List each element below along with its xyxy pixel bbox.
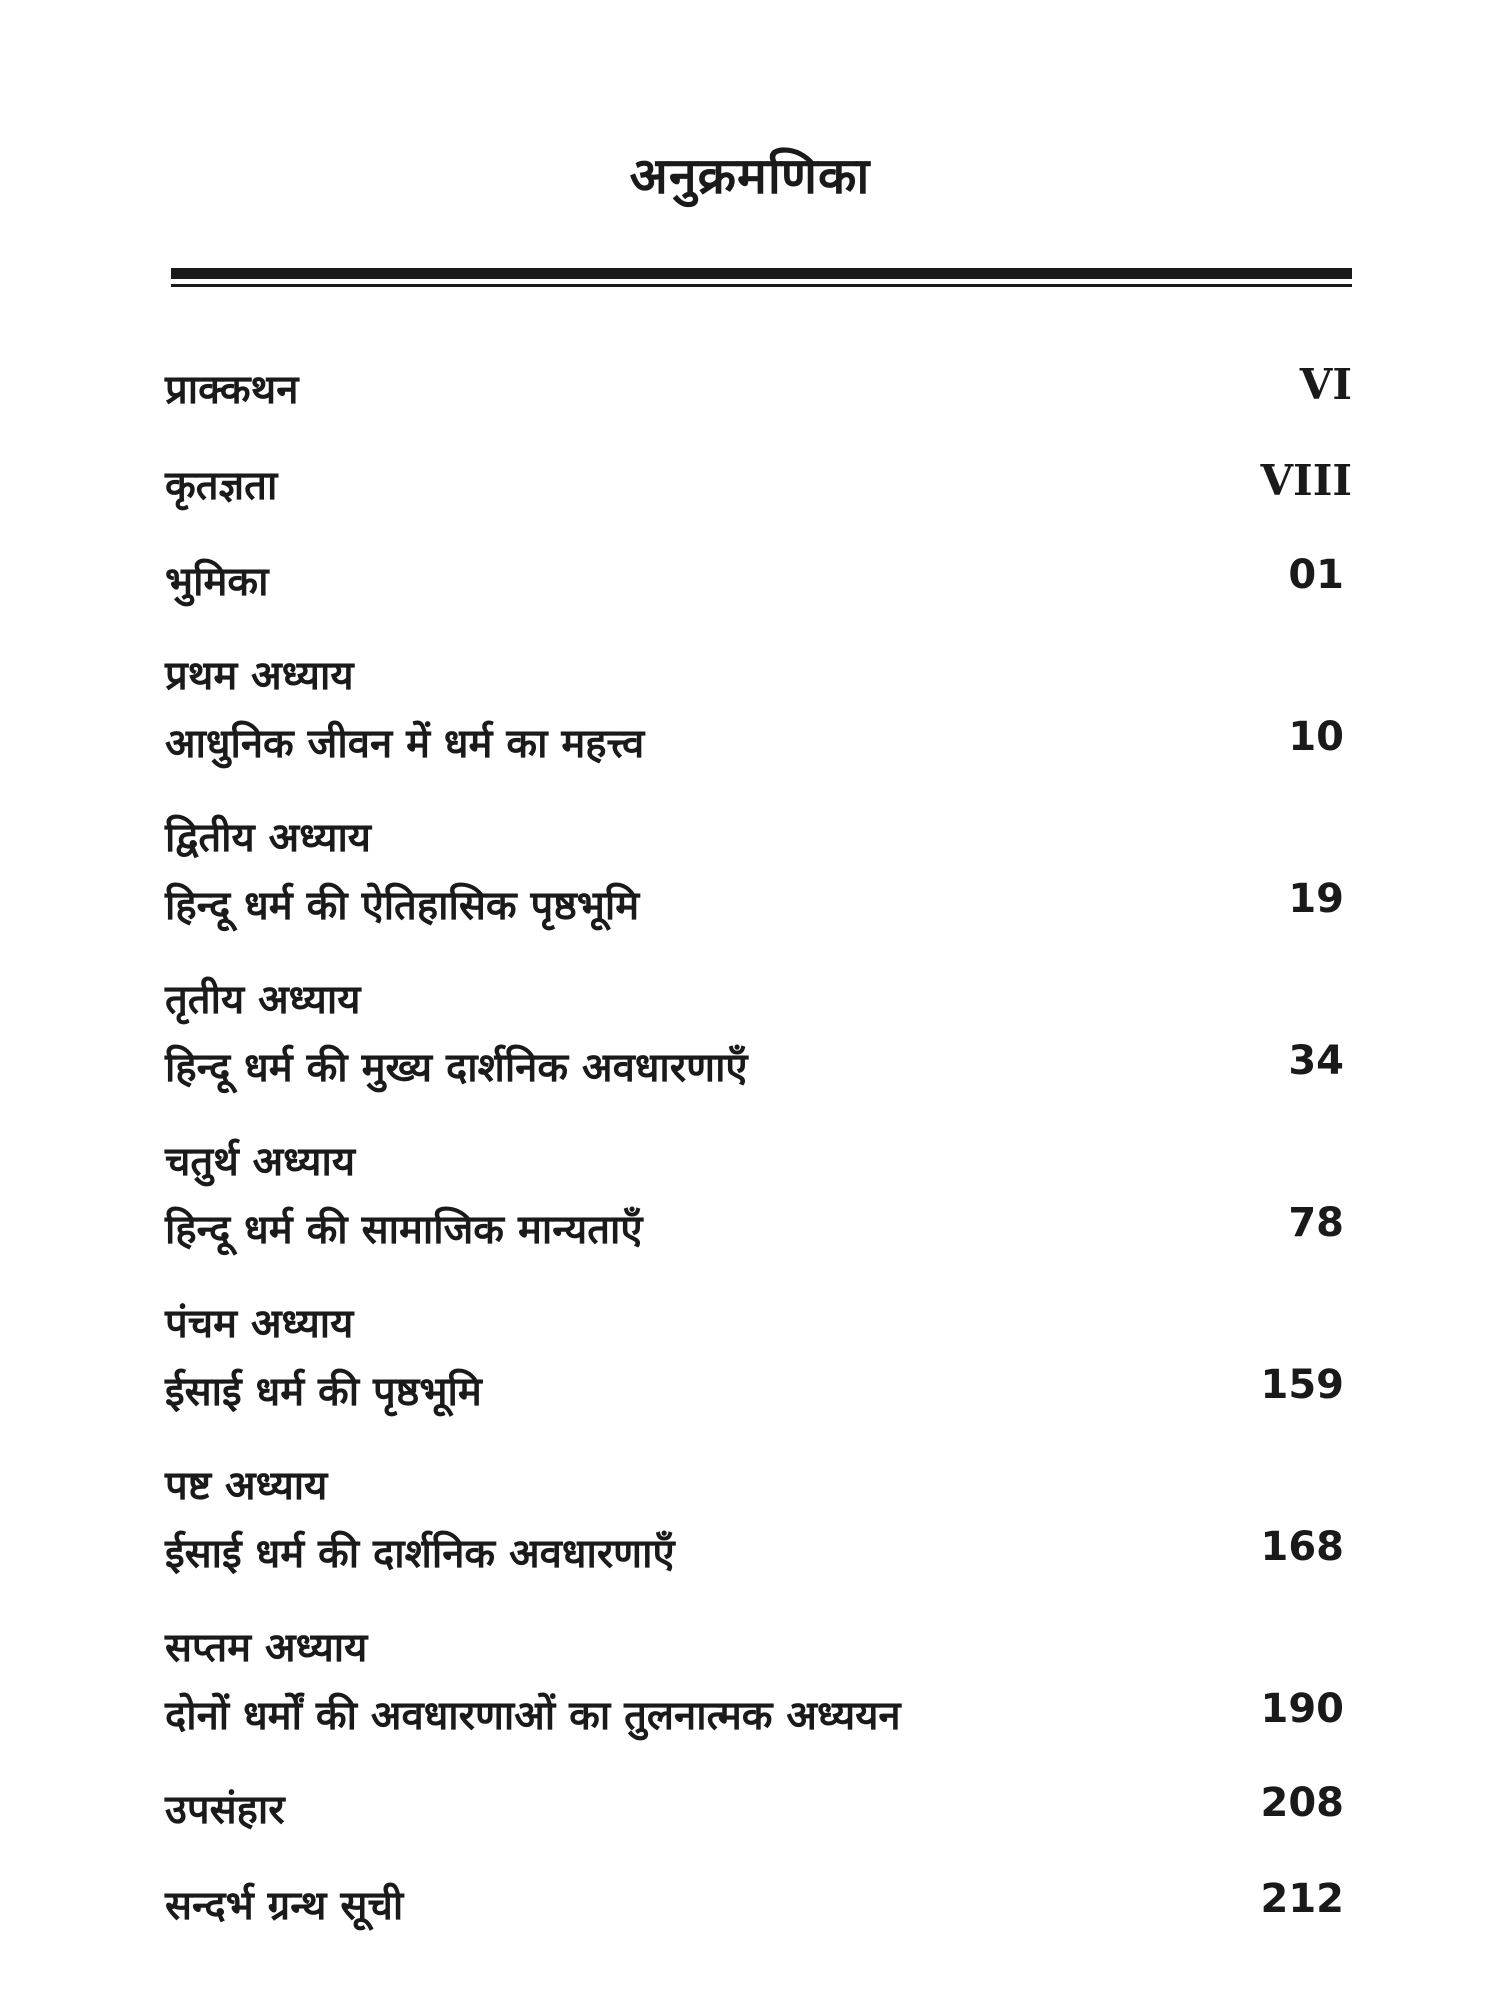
toc-entry-page: 78: [1288, 1200, 1344, 1246]
toc-entry-page: 10: [1288, 714, 1344, 760]
toc-entry-title: हिन्दू धर्म की मुख्य दार्शनिक अवधारणाएँ: [165, 1045, 748, 1091]
toc-entry-title: आधुनिक जीवन में धर्म का महत्त्व: [165, 721, 645, 767]
toc-entry-page: 159: [1260, 1362, 1344, 1408]
toc-chapter-label: सप्तम अध्याय: [165, 1625, 368, 1671]
toc-entry-page: 208: [1260, 1780, 1344, 1826]
toc-entry-title: दोनों धर्मों की अवधारणाओं का तुलनात्मक अध्ययन: [165, 1693, 901, 1739]
toc-entry-title: ईसाई धर्म की पृष्ठभूमि: [165, 1369, 482, 1415]
toc-entry-title: ईसाई धर्म की दार्शनिक अवधारणाएँ: [165, 1531, 675, 1577]
toc-chapter-label: पष्ट अध्याय: [165, 1463, 328, 1509]
toc-chapter-label: चतुर्थ अध्याय: [165, 1139, 356, 1185]
toc-entry-page: 212: [1260, 1876, 1344, 1922]
toc-entry-title: उपसंहार: [165, 1787, 285, 1833]
toc-entry-page: VI: [1299, 360, 1352, 409]
toc-chapter-label: द्वितीय अध्याय: [165, 815, 372, 861]
toc-entry-page: 34: [1288, 1038, 1344, 1084]
toc-entry-title: भुमिका: [165, 559, 269, 605]
toc-entry-page: 168: [1260, 1524, 1344, 1570]
toc-entry-title: सन्दर्भ ग्रन्थ सूची: [165, 1883, 404, 1929]
toc-chapter-label: पंचम अध्याय: [165, 1301, 354, 1347]
title-rule-thick: [171, 268, 1352, 279]
toc-entry-title: कृतज्ञता: [165, 463, 278, 509]
toc-chapter-label: तृतीय अध्याय: [165, 977, 361, 1023]
toc-entry-page: VIII: [1260, 456, 1352, 505]
toc-entry-page: 01: [1288, 552, 1344, 598]
toc-entry-title: हिन्दू धर्म की सामाजिक मान्यताएँ: [165, 1207, 643, 1253]
toc-entry-title: हिन्दू धर्म की ऐतिहासिक पृष्ठभूमि: [165, 883, 640, 929]
title-rule-thin: [171, 284, 1352, 287]
toc-chapter-label: प्रथम अध्याय: [165, 653, 354, 699]
toc-entry-page: 190: [1260, 1686, 1344, 1732]
toc-entry-title: प्राक्कथन: [165, 367, 299, 413]
page-title: अनुक्रमणिका: [629, 147, 871, 205]
toc-entry-page: 19: [1288, 876, 1344, 922]
